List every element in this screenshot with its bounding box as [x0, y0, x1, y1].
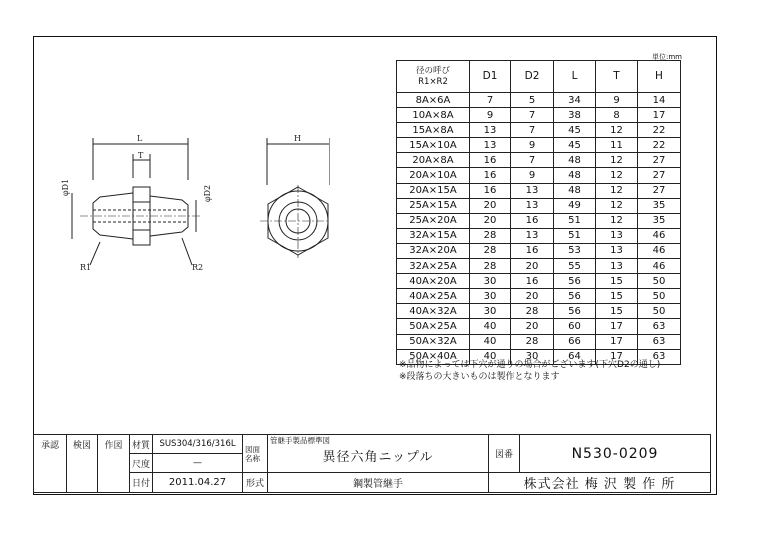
label-t: T	[138, 151, 144, 160]
label-d2: φD2	[203, 184, 212, 202]
form-label: 形式	[243, 473, 268, 493]
form-value: 鋼製管継手	[268, 473, 489, 493]
header-t: T	[596, 61, 638, 93]
spec-cell: 50A×32A	[397, 334, 470, 349]
spec-row	[397, 319, 681, 334]
header-l: L	[554, 61, 596, 93]
draw-cell: 作図	[98, 435, 130, 493]
spec-header-row	[397, 61, 681, 93]
spec-cell: 35	[638, 198, 681, 213]
spec-cell: 56	[554, 274, 596, 289]
spec-row	[397, 228, 681, 243]
spec-cell: 13	[511, 198, 554, 213]
spec-cell: 17	[596, 319, 638, 334]
spec-cell: 12	[596, 168, 638, 183]
spec-cell: 28	[470, 259, 511, 274]
spec-cell: 16	[470, 183, 511, 198]
spec-cell: 32A×20A	[397, 243, 470, 258]
spec-cell: 7	[511, 108, 554, 123]
spec-cell: 63	[638, 349, 681, 364]
spec-cell: 50	[638, 274, 681, 289]
label-r1: R1	[80, 263, 92, 272]
spec-cell: 20	[470, 213, 511, 228]
name-label: 図面 名称	[243, 435, 268, 473]
scale-value: —	[153, 454, 243, 473]
check-cell: 検図	[67, 435, 98, 493]
spec-cell: 15A×10A	[397, 138, 470, 153]
spec-cell: 13	[596, 228, 638, 243]
spec-cell: 15	[596, 304, 638, 319]
spec-cell: 5	[511, 93, 554, 108]
spec-cell: 40	[470, 349, 511, 364]
drawing-no: N530-0209	[520, 435, 711, 473]
material-label: 材質	[130, 435, 153, 454]
spec-cell: 22	[638, 123, 681, 138]
spec-row	[397, 123, 681, 138]
notes	[399, 359, 660, 383]
spec-cell: 22	[638, 138, 681, 153]
spec-cell: 16	[511, 274, 554, 289]
spec-cell: 46	[638, 259, 681, 274]
spec-cell: 40A×20A	[397, 274, 470, 289]
spec-row	[397, 183, 681, 198]
spec-cell: 13	[511, 183, 554, 198]
spec-cell: 32A×25A	[397, 259, 470, 274]
spec-cell: 8	[596, 108, 638, 123]
spec-row	[397, 334, 681, 349]
spec-row	[397, 198, 681, 213]
spec-cell: 66	[554, 334, 596, 349]
spec-cell: 13	[596, 243, 638, 258]
spec-cell: 13	[470, 138, 511, 153]
spec-cell: 40A×32A	[397, 304, 470, 319]
spec-cell: 28	[470, 243, 511, 258]
spec-cell: 16	[470, 168, 511, 183]
spec-cell: 40A×25A	[397, 289, 470, 304]
spec-cell: 53	[554, 243, 596, 258]
side-view	[72, 138, 200, 265]
spec-cell: 49	[554, 198, 596, 213]
spec-row	[397, 168, 681, 183]
spec-cell: 8A×6A	[397, 93, 470, 108]
nipple-drawing	[60, 130, 330, 280]
scale-label: 尺度	[130, 454, 153, 473]
label-h: H	[294, 134, 301, 143]
spec-row	[397, 259, 681, 274]
spec-cell: 32A×15A	[397, 228, 470, 243]
spec-table	[396, 60, 681, 365]
product-name-cell	[268, 435, 489, 473]
label-l: L	[137, 134, 143, 143]
spec-cell: 7	[511, 153, 554, 168]
spec-cell: 30	[470, 274, 511, 289]
spec-row	[397, 93, 681, 108]
spec-cell: 12	[596, 213, 638, 228]
approve-cell: 承認	[34, 435, 67, 493]
spec-cell: 30	[470, 304, 511, 319]
spec-row	[397, 153, 681, 168]
label-r2: R2	[192, 263, 204, 272]
spec-cell: 25A×15A	[397, 198, 470, 213]
spec-cell: 16	[511, 213, 554, 228]
spec-cell: 12	[596, 153, 638, 168]
spec-cell: 15	[596, 289, 638, 304]
product-name: 異径六角ニップル	[322, 450, 434, 465]
spec-cell: 17	[638, 108, 681, 123]
spec-cell: 20	[511, 259, 554, 274]
spec-cell: 50A×25A	[397, 319, 470, 334]
spec-cell: 11	[596, 138, 638, 153]
spec-cell: 45	[554, 123, 596, 138]
spec-cell: 45	[554, 138, 596, 153]
company-name: 株式会社 梅 沢 製 作 所	[489, 473, 711, 493]
spec-table-body	[397, 93, 681, 365]
spec-row	[397, 289, 681, 304]
spec-cell: 9	[511, 138, 554, 153]
spec-cell: 51	[554, 213, 596, 228]
spec-cell: 30	[470, 289, 511, 304]
spec-cell: 60	[554, 319, 596, 334]
spec-cell: 35	[638, 213, 681, 228]
spec-cell: 16	[470, 153, 511, 168]
title-block	[33, 434, 711, 493]
spec-cell: 9	[470, 108, 511, 123]
spec-cell: 34	[554, 93, 596, 108]
spec-cell: 15	[596, 274, 638, 289]
spec-cell: 50	[638, 289, 681, 304]
spec-cell: 20A×15A	[397, 183, 470, 198]
side-view-labels	[61, 134, 212, 272]
spec-cell: 56	[554, 289, 596, 304]
spec-cell: 63	[638, 319, 681, 334]
spec-cell: 50A×40A	[397, 349, 470, 364]
spec-cell: 20A×10A	[397, 168, 470, 183]
spec-cell: 15A×8A	[397, 123, 470, 138]
spec-cell: 9	[596, 93, 638, 108]
spec-row	[397, 108, 681, 123]
spec-cell: 12	[596, 198, 638, 213]
label-d1: φD1	[61, 178, 70, 196]
spec-cell: 48	[554, 153, 596, 168]
date-label: 日付	[130, 473, 153, 493]
spec-cell: 46	[638, 228, 681, 243]
note-2: ※段落ちの大きいものは製作となります	[399, 372, 560, 382]
spec-cell: 7	[511, 123, 554, 138]
spec-cell: 28	[511, 334, 554, 349]
spec-cell: 13	[511, 228, 554, 243]
spec-cell: 20	[470, 198, 511, 213]
spec-cell: 55	[554, 259, 596, 274]
spec-cell: 20	[511, 289, 554, 304]
header-size: 径の呼び R1×R2	[397, 61, 470, 93]
spec-cell: 63	[638, 334, 681, 349]
spec-cell: 40	[470, 334, 511, 349]
spec-cell: 10A×8A	[397, 108, 470, 123]
spec-cell: 12	[596, 123, 638, 138]
spec-cell: 48	[554, 168, 596, 183]
spec-cell: 28	[470, 228, 511, 243]
end-view	[260, 138, 330, 258]
spec-cell: 17	[596, 349, 638, 364]
spec-cell: 16	[511, 243, 554, 258]
spec-cell: 17	[596, 334, 638, 349]
spec-cell: 9	[511, 168, 554, 183]
header-d2: D2	[511, 61, 554, 93]
spec-row	[397, 304, 681, 319]
spec-cell: 38	[554, 108, 596, 123]
spec-cell: 20	[511, 319, 554, 334]
spec-cell: 46	[638, 243, 681, 258]
spec-cell: 20A×8A	[397, 153, 470, 168]
spec-row	[397, 138, 681, 153]
drawing-no-label: 図番	[489, 435, 520, 473]
unit-note: 単位:mm	[652, 53, 682, 61]
spec-row	[397, 243, 681, 258]
spec-cell: 40	[470, 319, 511, 334]
spec-cell: 27	[638, 183, 681, 198]
spec-cell: 25A×20A	[397, 213, 470, 228]
material-value: SUS304/316/316L	[153, 435, 243, 454]
spec-row	[397, 274, 681, 289]
spec-cell: 51	[554, 228, 596, 243]
spec-cell: 14	[638, 93, 681, 108]
spec-cell: 27	[638, 168, 681, 183]
spec-cell: 27	[638, 153, 681, 168]
spec-cell: 64	[554, 349, 596, 364]
header-h: H	[638, 61, 681, 93]
spec-cell: 13	[470, 123, 511, 138]
date-value: 2011.04.27	[153, 473, 243, 493]
standard-title: 管継手製品標準図	[270, 436, 331, 445]
spec-row	[397, 213, 681, 228]
spec-cell: 7	[470, 93, 511, 108]
spec-cell: 13	[596, 259, 638, 274]
spec-cell: 50	[638, 304, 681, 319]
spec-cell: 30	[511, 349, 554, 364]
header-d1: D1	[470, 61, 511, 93]
note-1: ※品物によっては下穴が通りの場合がございます(下穴D2の通し)	[399, 360, 661, 370]
spec-cell: 12	[596, 183, 638, 198]
spec-cell: 48	[554, 183, 596, 198]
spec-cell: 56	[554, 304, 596, 319]
spec-cell: 28	[511, 304, 554, 319]
